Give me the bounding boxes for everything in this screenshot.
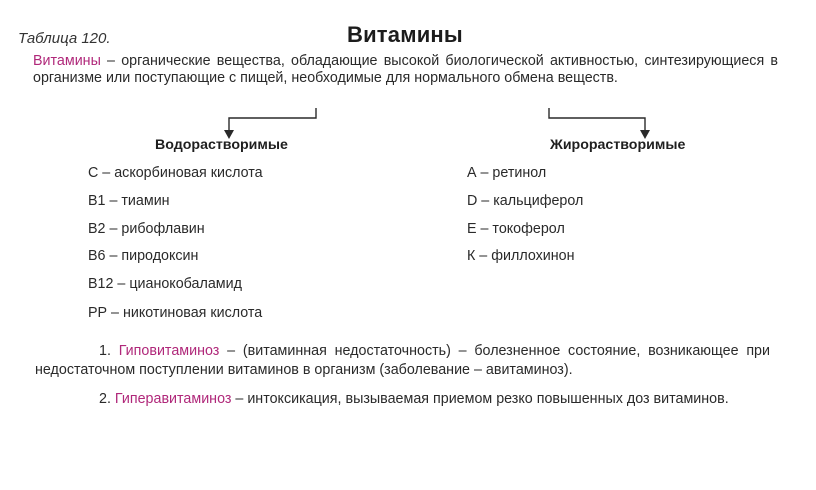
fat-soluble-item: Е – токоферол [467,221,565,237]
fat-soluble-heading: Жирорастворимые [550,137,686,153]
water-soluble-item: С – аскорбиновая кислота [88,165,263,181]
fat-soluble-item: К – филлохинон [467,248,575,264]
page-title: Витамины [347,22,463,47]
definition-term: Витамины [33,53,101,69]
left-branch-connector [229,108,316,132]
note-term: Гиперавитаминоз [114,391,232,407]
water-soluble-heading: Водорастворимые [155,137,288,153]
note-number: 1. [99,343,111,359]
note-text: – интоксикация, вызываемая приемом резко повышенных доз витаминов. [231,391,729,407]
note-text: – (витаминная недостаточность) – болезненное состояние, возникающее при недостаточном поступлении витаминов в организм (заболевание – авитаминоз). [35,343,770,378]
note-term: Гиповитаминоз [118,343,220,359]
note-hypervitaminosis [35,390,770,409]
note-number: 2. [99,391,111,407]
right-branch-connector [549,108,645,132]
water-soluble-item: В2 – рибофлавин [88,221,205,237]
water-soluble-item: РР – никотиновая кислота [88,305,263,321]
definition-text: – органические вещества, обладающие высокой биологической активностью, синтезирующиеся в организме или поступающие с пищей, необходимые для нормального обмена веществ. [33,53,778,86]
fat-soluble-item: D – кальциферол [467,193,584,209]
fat-soluble-item: А – ретинол [467,165,547,181]
water-soluble-item: В6 – пиродоксин [88,248,199,264]
water-soluble-item: В1 – тиамин [88,193,170,209]
note-hypovitaminosis [35,342,770,380]
water-soluble-item: В12 – цианокобаламид [88,276,242,292]
table-label: Таблица 120. [18,30,111,47]
